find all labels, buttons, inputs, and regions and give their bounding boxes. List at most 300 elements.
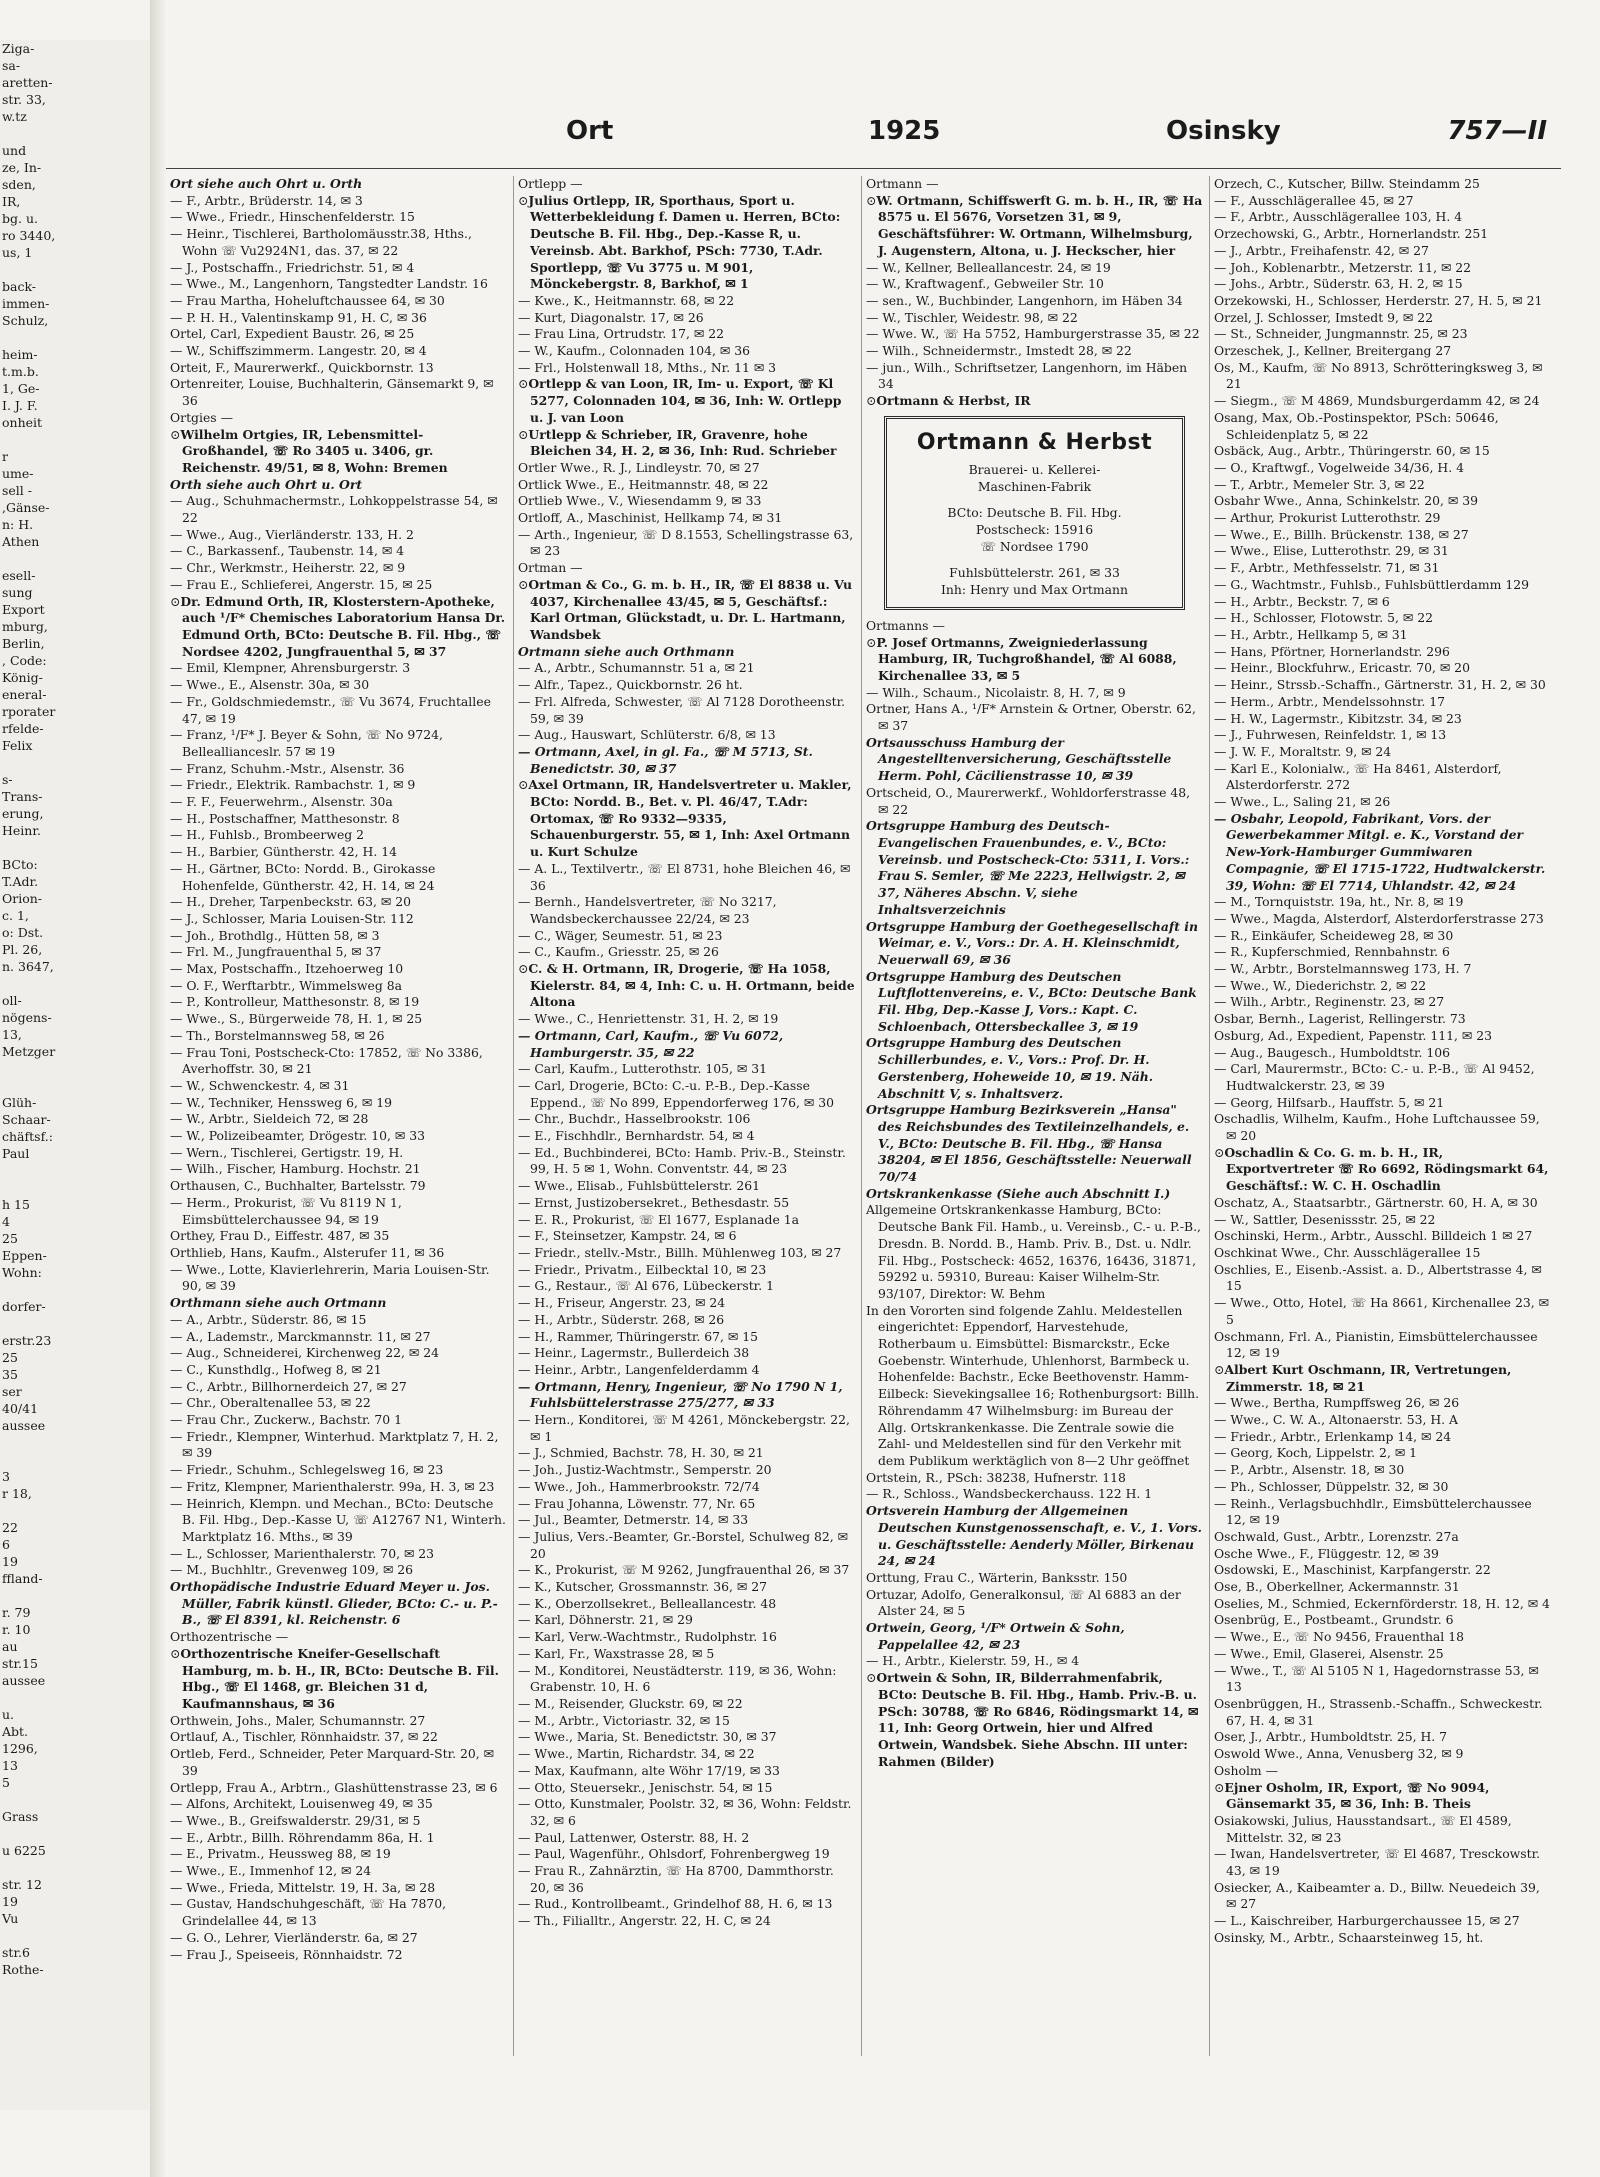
directory-entry: Osinsky, M., Arbtr., Schaarsteinweg 15, ht. <box>1214 1929 1484 1945</box>
directory-entry: — F., Arbtr., Brüderstr. 14, ✉ 3 <box>170 192 363 208</box>
directory-entry: Oschkinat Wwe., Chr. Ausschlägerallee 15 <box>1214 1245 1481 1260</box>
previous-page-fragment: Paul <box>2 1146 30 1161</box>
previous-page-fragment: u. <box>2 1707 15 1722</box>
previous-page-fragment: ser <box>2 1384 22 1399</box>
directory-entry: Ortlauf, A., Tischler, Rönnhaidstr. 37, ✉ 22 <box>170 1729 438 1745</box>
previous-page-fragment: und <box>2 143 27 158</box>
previous-page-fragment: rporater <box>2 704 56 719</box>
directory-entry: — Wwe., Joh., Hammerbrookstr. 72/74 <box>518 1478 760 1494</box>
directory-entry: — Friedr., Elektrik. Rambachstr. 1, ✉ 9 <box>170 777 416 793</box>
directory-entry: — Max, Postschaffn., Itzehoerweg 10 <box>170 961 404 977</box>
previous-page-fragment: str. 12 <box>2 1877 42 1892</box>
previous-page-fragment: Trans- <box>2 789 43 804</box>
previous-page-fragment: ume- <box>2 466 34 481</box>
directory-entry: Ortmann — <box>866 176 939 191</box>
directory-entry: — Fritz, Klempner, Marienthalerstr. 99a, H. 3, ✉ 23 <box>170 1478 495 1494</box>
directory-entry: — R., Kupferschmied, Rennbahnstr. 6 <box>1214 944 1450 960</box>
firm-entry: ⊙ Ortmann & Herbst, IR <box>866 393 1203 410</box>
directory-entry: Orthlieb, Hans, Kaufm., Alsterufer 11, ✉ 36 <box>170 1245 445 1260</box>
previous-page-fragment: ro 3440, <box>2 228 56 243</box>
previous-page-fragment: Orion- <box>2 891 43 906</box>
previous-page-fragment: ze, In- <box>2 160 42 175</box>
directory-entry: — F. F., Feuerwehrm., Alsenstr. 30a <box>170 794 393 810</box>
directory-entry: — A., Arbtr., Süderstr. 86, ✉ 15 <box>170 1311 367 1327</box>
column-2 <box>514 176 862 2056</box>
previous-page-fragment: 1296, <box>2 1741 38 1756</box>
ad-line: Maschinen-Fabrik <box>977 478 1092 494</box>
directory-entry: — Aug., Hauswart, Schlüterstr. 6/8, ✉ 13 <box>518 727 776 743</box>
previous-page-fragment: 25 <box>2 1350 18 1365</box>
firm-entry: ⊙ Dr. Edmund Orth, IR, Klosterstern-Apotheke, auch ¹/F* Chemisches Laboratorium Hansa Dr. Edmund Orth, BCto: Deutsche B. Fil. Hbg., ☏ Nordsee 4202, Jungfrauenthal 5, ✉ 37 <box>170 594 507 661</box>
previous-page-fragment: 6 <box>2 1537 10 1552</box>
header-rule <box>166 168 1561 169</box>
directory-entry: — Wern., Tischlerei, Gertigstr. 19, H. <box>170 1144 404 1160</box>
directory-entry: — Reinh., Verlagsbuchhdlr., Eimsbüttelerchaussee 12, ✉ 19 <box>1214 1495 1532 1528</box>
previous-page-fragment: sden, <box>2 177 36 192</box>
heading-entry: Ortsgruppe Hamburg Bezirksverein „Hansa" des Reichsbundes des Textileinzelhandels, e. V., BCto: Deutsche B. Fil. Hbg., ☏ Hansa 38204, ✉ El 1856, Geschäftsstelle: Neuerwall 70/74 <box>866 1102 1192 1185</box>
directory-entry: — E., Fischhdlr., Bernhardstr. 54, ✉ 4 <box>518 1128 755 1144</box>
previous-page-fragment: I. J. F. <box>2 398 38 413</box>
directory-entry: — Ed., Buchbinderei, BCto: Hamb. Priv.-B., Steinstr. 99, H. 5 ✉ 1, Wohn. Conventstr. 44, ✉ 23 <box>518 1144 846 1177</box>
directory-entry: — Wwe., L., Saling 21, ✉ 26 <box>1214 794 1391 810</box>
directory-entry: Ortman — <box>518 560 583 576</box>
firm-entry: ⊙ C. & H. Ortmann, IR, Drogerie, ☏ Ha 1058, Kielerstr. 84, ✉ 4, Inh: C. u. H. Ortmann, beide Altona <box>518 961 855 1011</box>
directory-entry: Orthausen, C., Buchhalter, Bartelsstr. 79 <box>170 1178 426 1194</box>
firm-entry: ⊙ Orthozentrische Kneifer-Gesellschaft Hamburg, m. b. H., IR, BCto: Deutsche B. Fil. Hbg., ☏ El 1468, gr. Bleichen 31 d, Kaufmannshaus, ✉ 36 <box>170 1646 507 1713</box>
previous-page-fragment: bg. u. <box>2 211 38 226</box>
directory-entry: Orzeschek, J., Kellner, Breitergang 27 <box>1214 343 1452 359</box>
header-year: 1925 <box>868 116 941 146</box>
directory-entry: — Wwe., W., Diederichstr. 2, ✉ 22 <box>1214 977 1427 993</box>
directory-entry: — Th., Filialltr., Angerstr. 22, H. C, ✉ 24 <box>518 1913 771 1929</box>
directory-entry: — Aug., Schuhmachermstr., Lohkoppelstrasse 54, ✉ 22 <box>170 493 498 526</box>
directory-entry: — Chr., Werkmstr., Heiherstr. 22, ✉ 9 <box>170 560 406 576</box>
previous-page-fragment <box>0 1060 150 1077</box>
heading-entry: Ortsgruppe Hamburg der Goethegesellschaft in Weimar, e. V., Vors.: Dr. A. H. Kleinschmidt, Neuerwall 69, ✉ 36 <box>866 918 1198 967</box>
previous-page-fragment: Glüh- <box>2 1095 37 1110</box>
directory-entry: — Otto, Kunstmaler, Poolstr. 32, ✉ 36, Wohn: Feldstr. 32, ✉ 6 <box>518 1796 852 1828</box>
directory-page <box>166 110 1561 2070</box>
header-right-word: Osinsky <box>1166 116 1281 146</box>
previous-page-fragment: sell - <box>2 483 33 498</box>
directory-entry: — Carl, Kaufm., Lutterothstr. 105, ✉ 31 <box>518 1061 767 1077</box>
directory-columns <box>166 176 1561 2056</box>
firm-entry: ⊙ W. Ortmann, Schiffswerft G. m. b. H., IR, ☏ Ha 8575 u. El 5676, Vorsetzen 31, ✉ 9, Geschäftsführer: W. Ortmann, Wilhelmsburg, J. Augenstern, Altona, u. J. Heckscher, hier <box>866 193 1203 260</box>
directory-entry: — Wwe., M., Langenhorn, Tangstedter Landstr. 16 <box>170 276 488 292</box>
directory-entry: — Hans, Pförtner, Hornerlandstr. 296 <box>1214 643 1450 659</box>
directory-entry: Oschwald, Gust., Arbtr., Lorenzstr. 27a <box>1214 1528 1459 1544</box>
directory-entry: — Arthur, Prokurist Lutterothstr. 29 <box>1214 510 1441 526</box>
heading-entry: — Ortmann, Axel, in gl. Fa., ☏ M 5713, St. Benedictstr. 30, ✉ 37 <box>518 743 813 776</box>
previous-page-fragment: heim- <box>2 347 38 362</box>
book-gutter <box>150 0 166 2177</box>
directory-entry: — J., Fuhrwesen, Reinfeldstr. 1, ✉ 13 <box>1214 727 1447 743</box>
previous-page-fragment: s- <box>2 772 13 787</box>
ad-line: ☏ Nordsee 1790 <box>980 538 1089 554</box>
previous-page-fragment: aussee <box>2 1418 46 1433</box>
directory-entry: — Wwe., B., Greifswalderstr. 29/31, ✉ 5 <box>170 1812 421 1828</box>
previous-page-fragment <box>0 1859 150 1876</box>
directory-entry: — H., Arbtr., Hellkamp 5, ✉ 31 <box>1214 626 1408 642</box>
directory-entry: Ortleb, Ferd., Schneider, Peter Marquard-Str. 20, ✉ 39 <box>170 1746 495 1778</box>
heading-entry: Ortskrankenkasse (Siehe auch Abschnitt I.) <box>866 1185 1171 1201</box>
directory-entry: Osiecker, A., Kaibeamter a. D., Billw. Neuedeich 39, ✉ 27 <box>1214 1879 1540 1912</box>
directory-entry: — Frau E., Schlieferei, Angerstr. 15, ✉ 25 <box>170 576 433 592</box>
directory-entry: — Kurt, Diagonalstr. 17, ✉ 26 <box>518 309 704 325</box>
directory-entry: — Chr., Buchdr., Hasselbrookstr. 106 <box>518 1111 751 1127</box>
directory-entry: — H., Postschaffner, Matthesonstr. 8 <box>170 810 400 826</box>
directory-entry: — Wwe., Magda, Alsterdorf, Alsterdorferstrasse 273 <box>1214 910 1544 926</box>
previous-page-fragment: dorfer- <box>2 1299 46 1314</box>
directory-entry: Ortmanns — <box>866 617 945 633</box>
previous-page-fragment: IR, <box>2 194 21 209</box>
directory-entry: Orthozentrische — <box>170 1629 289 1645</box>
directory-entry: — Gustav, Handschuhgeschäft, ☏ Ha 7870, Grindelallee 44, ✉ 13 <box>170 1896 447 1929</box>
directory-entry: Osbar, Bernh., Lagerist, Rellingerstr. 73 <box>1214 1011 1466 1027</box>
directory-entry: Orthwein, Johs., Maler, Schumannstr. 27 <box>170 1712 426 1728</box>
directory-entry: — Frau Chr., Zuckerw., Bachstr. 70 1 <box>170 1412 403 1428</box>
previous-page-fragment <box>0 1434 150 1451</box>
directory-entry: — Siegm., ☏ M 4869, Mundsburgerdamm 42, ✉ 24 <box>1214 393 1540 409</box>
directory-entry: Osburg, Ad., Expedient, Papenstr. 111, ✉ 23 <box>1214 1027 1493 1043</box>
directory-entry: Ortlieb Wwe., V., Wiesendamm 9, ✉ 33 <box>518 493 762 509</box>
directory-entry: — Friedr., Arbtr., Erlenkamp 14, ✉ 24 <box>1214 1428 1452 1444</box>
directory-entry: — Georg, Hilfsarb., Hauffstr. 5, ✉ 21 <box>1214 1094 1445 1110</box>
directory-entry: — F., Steinsetzer, Kampstr. 24, ✉ 6 <box>518 1228 737 1244</box>
directory-entry: — G. O., Lehrer, Vierländerstr. 6a, ✉ 27 <box>170 1929 418 1945</box>
directory-entry: — E. R., Prokurist, ☏ El 1677, Esplanade 1a <box>518 1211 800 1227</box>
directory-entry: Ortel, Carl, Expedient Baustr. 26, ✉ 25 <box>170 326 415 342</box>
directory-entry: Orttung, Frau C., Wärterin, Banksstr. 150 <box>866 1569 1128 1585</box>
heading-entry: — Ortmann, Carl, Kaufm., ☏ Vu 6072, Hamburgerstr. 35, ✉ 22 <box>518 1027 784 1060</box>
advertisement-box <box>884 416 1185 610</box>
directory-entry: Ortuzar, Adolfo, Generalkonsul, ☏ Al 6883 an der Alster 24, ✉ 5 <box>866 1586 1181 1619</box>
directory-entry: Osenbrüg, E., Postbeamt., Grundstr. 6 <box>1214 1612 1454 1628</box>
directory-entry: Ortstein, R., PSch: 38238, Hufnerstr. 118 <box>866 1469 1126 1485</box>
directory-entry: Orzekowski, H., Schlosser, Herderstr. 27, H. 5, ✉ 21 <box>1214 292 1543 308</box>
directory-entry: — Frl. Alfreda, Schwester, ☏ Al 7128 Dorotheenstr. 59, ✉ 39 <box>518 693 846 726</box>
directory-entry: — Wwe., Bertha, Rumpffsweg 26, ✉ 26 <box>1214 1395 1460 1411</box>
directory-entry: — Fr., Goldschmiedemstr., ☏ Vu 3674, Fruchtallee 47, ✉ 19 <box>170 693 491 726</box>
directory-entry: — Max, Kaufmann, alte Wöhr 17/19, ✉ 33 <box>518 1762 780 1778</box>
directory-entry: — Frau Lina, Ortrudstr. 17, ✉ 22 <box>518 326 724 342</box>
previous-page-fragment <box>0 125 150 142</box>
directory-entry: — Paul, Lattenwer, Osterstr. 88, H. 2 <box>518 1829 750 1845</box>
directory-entry: — G., Restaur., ☏ Al 676, Lübeckerstr. 1 <box>518 1278 774 1294</box>
firm-entry: ⊙ P. Josef Ortmanns, Zweigniederlassung Hamburg, IR, Tuchgroßhandel, ☏ Al 6088, Kirchenallee 33, ✉ 5 <box>866 635 1203 685</box>
directory-entry: — L., Kaischreiber, Harburgerchaussee 15, ✉ 27 <box>1214 1913 1520 1929</box>
directory-entry: — jun., Wilh., Schriftsetzer, Langenhorn, im Häben 34 <box>866 359 1188 392</box>
previous-page-fragment: Felix <box>2 738 33 753</box>
directory-entry: Ose, B., Oberkellner, Ackermannstr. 31 <box>1214 1579 1460 1595</box>
previous-page-fragment <box>0 975 150 992</box>
previous-page-fragment: 4 <box>2 1214 10 1229</box>
previous-page-fragment: Metzger <box>2 1044 56 1059</box>
directory-entry: Orzechowski, G., Arbtr., Hornerlandstr. 251 <box>1214 226 1489 242</box>
previous-page-fragment: n. 3647, <box>2 959 54 974</box>
previous-page-fragment <box>0 1451 150 1468</box>
directory-entry: Osenbrüggen, H., Strassenb.-Schaffn., Schweckestr. 67, H. 4, ✉ 31 <box>1214 1695 1543 1728</box>
previous-page-fragment <box>0 1281 150 1298</box>
previous-page-fragment <box>0 1077 150 1094</box>
directory-entry: Ortler Wwe., R. J., Lindleystr. 70, ✉ 27 <box>518 459 760 475</box>
ad-line: Fuhlsbüttelerstr. 261, ✉ 33 <box>949 564 1120 580</box>
firm-entry: ⊙ Ortman & Co., G. m. b. H., IR, ☏ El 8838 u. Vu 4037, Kirchenallee 43/45, ✉ 5, Geschäftsf.: Karl Ortman, Glückstadt, u. Dr. L. Hartmann, Wandsbek <box>518 577 855 644</box>
directory-entry: — Karl, Fr., Waxstrasse 28, ✉ 5 <box>518 1645 715 1661</box>
ad-line: Inh: Henry und Max Ortmann <box>941 581 1128 597</box>
previous-page-fragment: 5 <box>2 1775 10 1790</box>
directory-entry: — Friedr., Privatm., Eilbecktal 10, ✉ 23 <box>518 1261 767 1277</box>
directory-entry: — C., Kaufm., Griesstr. 25, ✉ 26 <box>518 944 719 960</box>
directory-entry: — H., Arbtr., Beckstr. 7, ✉ 6 <box>1214 593 1390 609</box>
directory-entry: — Ernst, Justizobersekret., Bethesdastr. 55 <box>518 1194 790 1210</box>
previous-page-fragment: Wohn: <box>2 1265 42 1280</box>
heading-entry: Ortsausschuss Hamburg der Angestelltenversicherung, Geschäftsstelle Herm. Pohl, Cäcilienstrasse 10, ✉ 39 <box>866 734 1172 784</box>
directory-entry: Ortloff, A., Maschinist, Hellkamp 74, ✉ 31 <box>518 510 783 526</box>
directory-entry: Orzech, C., Kutscher, Billw. Steindamm 25 <box>1214 176 1480 191</box>
directory-entry: — H., Friseur, Angerstr. 23, ✉ 24 <box>518 1295 726 1311</box>
previous-page-fragment: , Code: <box>2 653 47 668</box>
firm-entry: ⊙ Ortlepp & van Loon, IR, Im- u. Export, ☏ Kl 5277, Colonnaden 104, ✉ 36, Inh: W. Ortlepp u. J. van Loon <box>518 376 855 426</box>
previous-page-fragment: König- <box>2 670 43 685</box>
previous-page-fragment: chäftsf.: <box>2 1129 53 1144</box>
directory-entry: — Wwe., S., Bürgerweide 78, H. 1, ✉ 25 <box>170 1011 423 1027</box>
directory-entry: — Heinr., Blockfuhrw., Ericastr. 70, ✉ 20 <box>1214 660 1470 676</box>
directory-entry: — Wwe., Lotte, Klavierlehrerin, Maria Louisen-Str. 90, ✉ 39 <box>170 1261 490 1294</box>
previous-page-fragment <box>0 1825 150 1842</box>
previous-page-fragment: sa- <box>2 58 21 73</box>
previous-page-fragment: Vu <box>2 1911 19 1926</box>
previous-page-fragment: Athen <box>2 534 40 549</box>
directory-entry: — W., Kaufm., Colonnaden 104, ✉ 36 <box>518 343 750 359</box>
directory-entry: — Wwe., Elisab., Fuhlsbüttelerstr. 261 <box>518 1178 761 1194</box>
directory-entry: Osbäck, Aug., Arbtr., Thüringerstr. 60, ✉ 15 <box>1214 443 1490 459</box>
directory-entry: — Wwe., T., ☏ Al 5105 N 1, Hagedornstrasse 53, ✉ 13 <box>1214 1662 1539 1695</box>
firm-entry: ⊙ Axel Ortmann, IR, Handelsvertreter u. Makler, BCto: Nordd. B., Bet. v. Pl. 46/47, T.Adr: Ortomax, ☏ Ro 9332—9335, Schauenburgerstr. 55, ✉ 1, Inh: Axel Ortmann u. Kurt Schulze <box>518 777 855 861</box>
directory-entry: — R., Einkäufer, Scheideweg 28, ✉ 30 <box>1214 927 1454 943</box>
directory-entry: — M., Tornquiststr. 19a, ht., Nr. 8, ✉ 19 <box>1214 894 1464 910</box>
directory-entry: — Heinr., Arbtr., Langenfelderdamm 4 <box>518 1361 760 1377</box>
directory-entry: Ortlick Wwe., E., Heitmannstr. 48, ✉ 22 <box>518 476 769 492</box>
previous-page-fragment: Rothe- <box>2 1962 44 1977</box>
firm-entry: ⊙ Albert Kurt Oschmann, IR, Vertretungen, Zimmerstr. 18, ✉ 21 <box>1214 1362 1552 1395</box>
directory-entry: Orteit, F., Maurerwerkf., Quickbornstr. 13 <box>170 359 434 375</box>
previous-page-fragment: Grass <box>2 1809 39 1824</box>
previous-page-fragment: 40/41 <box>2 1401 39 1416</box>
previous-page-fragment: c. 1, <box>2 908 29 923</box>
ad-title: Ortmann & Herbst <box>916 429 1153 455</box>
directory-entry: — Wwe., Maria, St. Benedictstr. 30, ✉ 37 <box>518 1729 777 1745</box>
directory-entry: Ortenreiter, Louise, Buchhalterin, Gänsemarkt 9, ✉ 36 <box>170 376 494 409</box>
directory-entry: — Frau J., Speiseeis, Rönnhaidstr. 72 <box>170 1946 403 1962</box>
directory-entry: — Emil, Klempner, Ahrensburgerstr. 3 <box>170 660 411 676</box>
directory-entry: — Wwe., Martin, Richardstr. 34, ✉ 22 <box>518 1746 755 1762</box>
page-number: 757—II <box>1447 116 1547 146</box>
directory-entry: — T., Arbtr., Memeler Str. 3, ✉ 22 <box>1214 476 1425 492</box>
directory-entry: — W., Arbtr., Borstelmannsweg 173, H. 7 <box>1214 961 1472 977</box>
directory-entry: Oswold Wwe., Anna, Venusberg 32, ✉ 9 <box>1214 1746 1464 1762</box>
column-4 <box>1210 176 1558 2056</box>
directory-entry: Ortlepp, Frau A., Arbtrn., Glashüttenstrasse 23, ✉ 6 <box>170 1779 498 1795</box>
previous-page-fragment <box>0 1502 150 1519</box>
directory-entry: — Wwe., Friedr., Hinschenfelderstr. 15 <box>170 209 415 225</box>
directory-entry: — Frau R., Zahnärztin, ☏ Ha 8700, Dammthorstr. 20, ✉ 36 <box>518 1863 834 1895</box>
previous-page-fragment <box>0 1791 150 1808</box>
previous-page-fragment: T.Adr. <box>2 874 39 889</box>
previous-page-fragment <box>0 431 150 448</box>
directory-entry: — H., Schlosser, Flotowstr. 5, ✉ 22 <box>1214 610 1433 626</box>
directory-entry: — H., Arbtr., Süderstr. 268, ✉ 26 <box>518 1311 725 1327</box>
directory-entry: — Wilh., Schaum., Nicolaistr. 8, H. 7, ✉ 9 <box>866 684 1126 700</box>
directory-entry: In den Vororten sind folgende Zahlu. Meldestellen eingerichtet: Eppendorf, Harvestehude, Rotherbaum u. Eimsbüttel: Bismarckstr., Ecke Goebenstr. Winterhude, Uhlenhorst, Barmbeck u. Hohenfelde: Bachstr., Ecke Beethovenstr. Hamm-Eilbeck: Sievekingsallee 16; Rothenburgsort: Billh. Röhrendamm 47 Wilhelmsburg: im Bureau der Allg. Ortskrankenkasse. Die Zentrale sowie die Zahl- und Meldestellen sind für den Verkehr mit dem Publikum werktäglich von 8—2 Uhr geöffnet <box>866 1302 1200 1468</box>
directory-entry: — C., Barkassenf., Taubenstr. 14, ✉ 4 <box>170 543 405 559</box>
previous-page-fragment: r. 10 <box>2 1622 31 1637</box>
ad-line: BCto: Deutsche B. Fil. Hbg. <box>947 504 1122 520</box>
previous-page-fragment: ,Gänse- <box>2 500 50 515</box>
heading-entry: Ortsverein Hamburg der Allgemeinen Deutschen Kunstgenossenschaft, e. V., 1. Vors. u. Geschäftsstelle: Aenderly Möller, Birkenau 24, ✉ 24 <box>866 1503 1202 1569</box>
directory-entry: — Wwe., E., ☏ No 9456, Frauenthal 18 <box>1214 1629 1464 1645</box>
directory-entry: — Heinr., Tischlerei, Bartholomäusstr.38, Hths., Wohn ☏ Vu2924N1, das. 37, ✉ 22 <box>170 226 472 258</box>
directory-entry: Oschinski, Herm., Arbtr., Ausschl. Billdeich 1 ✉ 27 <box>1214 1228 1533 1244</box>
directory-entry: — Kwe., K., Heitmannstr. 68, ✉ 22 <box>518 292 735 308</box>
directory-entry: Oschlies, E., Eisenb.-Assist. a. D., Albertstrasse 4, ✉ 15 <box>1214 1261 1542 1294</box>
directory-entry: — W., Arbtr., Sieldeich 72, ✉ 28 <box>170 1111 369 1127</box>
directory-entry: — W., Polizeibeamter, Drögestr. 10, ✉ 33 <box>170 1128 425 1144</box>
directory-entry: — P. H. H., Valentinskamp 91, H. C, ✉ 36 <box>170 309 427 325</box>
directory-entry: — Wwe., E., Immenhof 12, ✉ 24 <box>170 1863 372 1879</box>
previous-page-fragment: 19 <box>2 1894 18 1909</box>
previous-page-fragment <box>0 1315 150 1332</box>
directory-entry: Osang, Max, Ob.-Postinspektor, PSch: 50646, Schleidenplatz 5, ✉ 22 <box>1214 409 1499 442</box>
previous-page-fragment: w.tz <box>2 109 27 124</box>
directory-entry: — Joh., Koblenarbtr., Metzerstr. 11, ✉ 22 <box>1214 259 1472 275</box>
directory-entry: — E., Privatm., Heussweg 88, ✉ 19 <box>170 1846 391 1862</box>
directory-entry: Oser, J., Arbtr., Humboldtstr. 25, H. 7 <box>1214 1729 1448 1745</box>
previous-page-fragment: r <box>2 449 8 464</box>
directory-entry: — Ph., Schlosser, Düppelstr. 32, ✉ 30 <box>1214 1478 1449 1494</box>
directory-entry: — Heinrich, Klempn. und Mechan., BCto: Deutsche B. Fil. Hbg., Dep.-Kasse U, ☏ A12767 N1, Winterh. Marktplatz 16. Mths., ✉ 39 <box>170 1495 506 1544</box>
directory-entry: Orthey, Frau D., Eiffestr. 487, ✉ 35 <box>170 1228 390 1244</box>
previous-page-fragment: rfelde- <box>2 721 44 736</box>
previous-page-fragment: Schaar- <box>2 1112 51 1127</box>
previous-page-fragment: BCto: <box>2 857 38 872</box>
directory-entry: — Joh., Brothdlg., Hütten 58, ✉ 3 <box>170 927 380 943</box>
previous-page-fragment: esell- <box>2 568 36 583</box>
directory-entry: — Hern., Konditorei, ☏ M 4261, Mönckebergstr. 22, ✉ 1 <box>518 1412 850 1444</box>
directory-entry: — Frau Johanna, Löwenstr. 77, Nr. 65 <box>518 1495 756 1511</box>
heading-entry: — Osbahr, Leopold, Fabrikant, Vors. der Gewerbekammer Mitgl. e. K., Vorstand der New-York-Hamburger Gummiwaren Compagnie, ☏ El 1715-1722, Hudtwalckerstr. 39, Wohn: ☏ El 7714, Uhlandstr. 42, ✉ 24 <box>1214 810 1546 893</box>
directory-entry: — Karl, Verw.-Wachtmstr., Rudolphstr. 16 <box>518 1629 777 1645</box>
directory-entry: — Herm., Arbtr., Mendelssohnstr. 17 <box>1214 693 1446 709</box>
directory-entry: — K., Kutscher, Grossmannstr. 36, ✉ 27 <box>518 1579 767 1595</box>
previous-page-fragment <box>0 550 150 567</box>
previous-page-fragment: erung, <box>2 806 44 821</box>
directory-entry: — Friedr., Klempner, Winterhud. Marktplatz 7, H. 2, ✉ 39 <box>170 1428 499 1461</box>
previous-page-edge <box>0 40 152 2110</box>
firm-entry: ⊙ Ejner Osholm, IR, Export, ☏ No 9094, Gänsemarkt 35, ✉ 36, Inh: B. Theis <box>1214 1780 1552 1813</box>
directory-entry: — Jul., Beamter, Detmerstr. 14, ✉ 33 <box>518 1512 749 1528</box>
directory-entry: — Iwan, Handelsvertreter, ☏ El 4687, Tresckowstr. 43, ✉ 19 <box>1214 1846 1541 1879</box>
previous-page-fragment: Schulz, <box>2 313 49 328</box>
previous-page-fragment: Export <box>2 602 45 617</box>
column-3 <box>862 176 1210 2056</box>
directory-entry: — Otto, Steuersekr., Jenischstr. 54, ✉ 15 <box>518 1779 773 1795</box>
heading-entry: Ortsgruppe Hamburg des Deutschen Schillerbundes, e. V., Vors.: Prof. Dr. H. Gerstenberg, Hoheweide 10, ✉ 19. Näh. Abschnitt V, s. Inhaltsverz. <box>866 1035 1154 1101</box>
directory-entry: — W., Kraftwagenf., Gebweiler Str. 10 <box>866 276 1104 292</box>
previous-page-fragment <box>0 1689 150 1706</box>
firm-entry: ⊙ Ortwein & Sohn, IR, Bilderrahmenfabrik, BCto: Deutsche B. Fil. Hbg., Hamb. Priv.-B. u. PSch: 30788, ☏ Ro 6846, Rödingsmarkt 14, ✉ 11, Inh: Georg Ortwein, hier und Alfred Ortwein, Wandsbek. Siehe Abschn. III unter: Rahmen (Bilder) <box>866 1670 1203 1770</box>
previous-page-fragment: Berlin, <box>2 636 45 651</box>
previous-page-fragment <box>0 1587 150 1604</box>
ad-line: Brauerei- u. Kellerei- <box>968 461 1101 477</box>
directory-entry: — H., Barbier, Güntherstr. 42, H. 14 <box>170 844 397 860</box>
directory-entry: Oschadlis, Wilhelm, Kaufm., Hohe Luftchaussee 59, ✉ 20 <box>1214 1111 1540 1144</box>
directory-entry: — H., Gärtner, BCto: Nordd. B., Girokasse Hohenfelde, Güntherstr. 42, H. 14, ✉ 24 <box>170 860 436 893</box>
previous-page-fragment: back- <box>2 279 37 294</box>
directory-entry: — W., Sattler, Desenissstr. 25, ✉ 22 <box>1214 1211 1436 1227</box>
previous-page-fragment: h 15 <box>2 1197 30 1212</box>
directory-entry: — M., Buchhltr., Grevenweg 109, ✉ 26 <box>170 1562 414 1578</box>
previous-page-fragment: Heinr. <box>2 823 41 838</box>
directory-entry: — H., Dreher, Tarpenbeckstr. 63, ✉ 20 <box>170 894 411 910</box>
previous-page-fragment <box>0 261 150 278</box>
directory-entry: — L., Schlosser, Marienthalerstr. 70, ✉ 23 <box>170 1545 435 1561</box>
directory-entry: — W., Kellner, Belleallancestr. 24, ✉ 19 <box>866 259 1111 275</box>
directory-entry: — Heinr., Lagermstr., Bullerdeich 38 <box>518 1345 750 1361</box>
directory-entry: — J. W. F., Moraltstr. 9, ✉ 24 <box>1214 743 1392 759</box>
directory-entry: Allgemeine Ortskrankenkasse Hamburg, BCto: Deutsche Bank Fil. Hamb., u. Vereinsb., C.- u. P.-B., Dresdn. B. Nordd. B., Hamb. Priv. B., Dst. u. Ndlr. Fil. Hbg., Postscheck: 4652, 16376, 16436, 31871, 59292 u. 59310, Bureau: Kaiser Wilhelm-Str. 93/107, Direktor: W. Behm <box>866 1202 1201 1301</box>
directory-entry: — Carl, Drogerie, BCto: C.-u. P.-B., Dep.-Kasse Eppend., ☏ No 899, Eppendorferweg 176, ✉ 30 <box>518 1077 834 1110</box>
firm-entry: ⊙ Oschadlin & Co. G. m. b. H., IR, Exportvertreter ☏ Ro 6692, Rödingsmarkt 64, Geschäftsf.: W. C. H. Oschadlin <box>1214 1145 1552 1195</box>
directory-entry: — A. L., Textilvertr., ☏ El 8731, hohe Bleichen 46, ✉ 36 <box>518 860 851 893</box>
directory-entry: Ortlepp — <box>518 176 583 191</box>
ad-line: Postscheck: 15916 <box>975 521 1094 537</box>
directory-entry: — W., Schiffszimmerm. Langestr. 20, ✉ 4 <box>170 343 427 359</box>
previous-page-fragment: oll- <box>2 993 22 1008</box>
directory-entry: — Aug., Baugesch., Humboldtstr. 106 <box>1214 1044 1451 1060</box>
directory-entry: — P., Kontrolleur, Matthesonstr. 8, ✉ 19 <box>170 994 420 1010</box>
directory-entry: — F., Arbtr., Methfesselstr. 71, ✉ 31 <box>1214 560 1440 576</box>
directory-entry: — C., Kunsthdlg., Hofweg 8, ✉ 21 <box>170 1361 382 1377</box>
directory-entry: — J., Schlosser, Maria Louisen-Str. 112 <box>170 910 414 926</box>
directory-entry: — O., Kraftwgf., Vogelweide 34/36, H. 4 <box>1214 459 1464 475</box>
directory-entry: Osche Wwe., F., Flüggestr. 12, ✉ 39 <box>1214 1545 1439 1561</box>
previous-page-fragment: str. 33, <box>2 92 46 107</box>
directory-entry: — H. W., Lagermstr., Kibitzstr. 34, ✉ 23 <box>1214 710 1462 726</box>
previous-page-fragment: 35 <box>2 1367 18 1382</box>
directory-entry: — G., Wachtmstr., Fuhlsb., Fuhlsbüttlerdamm 129 <box>1214 576 1530 592</box>
directory-entry: — A., Arbtr., Schumannstr. 51 a, ✉ 21 <box>518 660 755 676</box>
directory-entry: — C., Arbtr., Billhornerdeich 27, ✉ 27 <box>170 1378 407 1394</box>
directory-entry: — J., Schmied, Bachstr. 78, H. 30, ✉ 21 <box>518 1445 764 1461</box>
directory-entry: — F., Arbtr., Ausschlägerallee 103, H. 4 <box>1214 209 1463 225</box>
directory-entry: — sen., W., Buchbinder, Langenhorn, im Häben 34 <box>866 292 1183 308</box>
directory-entry: — Alfons, Architekt, Louisenweg 49, ✉ 35 <box>170 1796 433 1812</box>
directory-entry: — Carl, Maurermstr., BCto: C.- u. P.-B., ☏ Al 9452, Hudtwalckerstr. 23, ✉ 39 <box>1214 1061 1535 1093</box>
previous-page-fragment: r 18, <box>2 1486 32 1501</box>
directory-entry: — Wwe., Emil, Glaserei, Alsenstr. 25 <box>1214 1645 1444 1661</box>
directory-entry: — W., Tischler, Weidestr. 98, ✉ 22 <box>866 309 1078 325</box>
directory-entry: Osholm — <box>1214 1762 1278 1778</box>
directory-entry: Oselies, M., Schmied, Eckernförderstr. 18, H. 12, ✉ 4 <box>1214 1595 1550 1611</box>
previous-page-fragment: erstr.23 <box>2 1333 52 1348</box>
directory-entry: — Karl E., Kolonialw., ☏ Ha 8461, Alsterdorf, Alsterdorferstr. 272 <box>1214 760 1502 793</box>
directory-entry: Ortscheid, O., Maurerwerkf., Wohldorferstrasse 48, ✉ 22 <box>866 784 1191 817</box>
previous-page-fragment: r. 79 <box>2 1605 31 1620</box>
heading-entry: Ortwein, Georg, ¹/F* Ortwein & Sohn, Pappelallee 42, ✉ 23 <box>866 1620 1125 1652</box>
previous-page-fragment: sung <box>2 585 33 600</box>
directory-entry: — Wwe. W., ☏ Ha 5752, Hamburgerstrasse 35, ✉ 22 <box>866 326 1200 342</box>
